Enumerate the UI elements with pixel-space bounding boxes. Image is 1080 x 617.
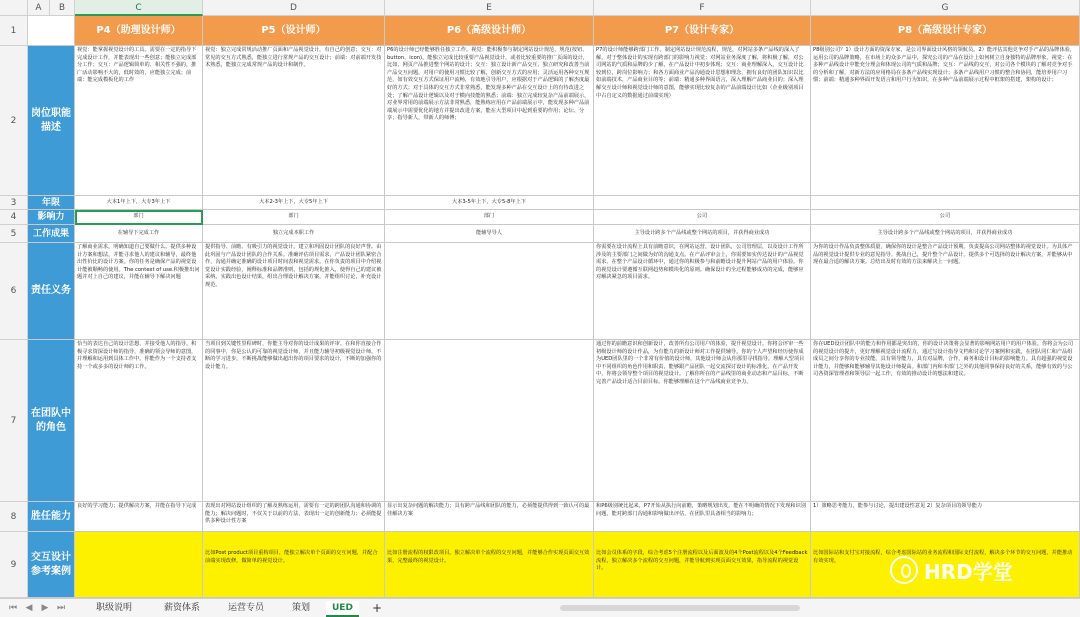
row-header-4[interactable]: 4	[0, 210, 28, 225]
row-header-8[interactable]: 8	[0, 502, 28, 532]
influence-p6[interactable]: 部门	[385, 210, 594, 225]
years-p5[interactable]: 大本2-3年上下，大专5年上下	[203, 196, 385, 210]
last-sheet-icon[interactable]: ⏭	[56, 603, 66, 613]
row-header-3[interactable]: 3	[0, 196, 28, 210]
team-role-p6[interactable]	[385, 340, 594, 502]
duties-p5[interactable]: 视觉：独立完成常规活动推广页面和产品视觉设计，有自己的创意；交互：对常见的交互方式熟悉，能独立进行常规产品的交互设计；前端：对前端开发技术熟悉，能独立完成常规产品的设计和制作。	[203, 46, 385, 196]
cases-p4[interactable]	[75, 532, 203, 598]
team-role-p5[interactable]: 当项目到关键性里程碑时，你能主导对你的设计成果的评审。在和你直接合作的同事中，你是公认的可靠的视觉设计师，并且能力辅导初级视觉设计师。不断的学习进步，不断挑战能够做出超出你的项目要求的设计，不断的加强你的设计能力。	[203, 340, 385, 502]
next-sheet-icon[interactable]: ▶	[41, 603, 49, 613]
years-p6[interactable]: 大本3-5年上下，大专5-8年上下	[385, 196, 594, 210]
results-p4[interactable]: 在辅导下完成工作	[75, 225, 203, 243]
prev-sheet-icon[interactable]: ◀	[25, 603, 33, 613]
responsibility-p6[interactable]	[385, 243, 594, 340]
wechat-logo-icon	[890, 556, 918, 584]
column-header-c[interactable]: C	[75, 0, 203, 16]
tab-job-levels[interactable]: 职级说明	[96, 603, 133, 613]
cases-p5[interactable]: 比如Post product项目重构项目，能独立解决单个页面的交互问题，并配合前端实现改修，做简单的视觉设计。	[203, 532, 385, 598]
influence-p5[interactable]: 部门	[203, 210, 385, 225]
results-p6[interactable]: 能辅导导人	[385, 225, 594, 243]
row-header-7[interactable]: 7	[0, 340, 28, 502]
column-header-b[interactable]: B	[50, 0, 75, 16]
years-p4[interactable]: 大本1年上下，大专3年上下	[75, 196, 203, 210]
team-role-p8[interactable]: 你在UED设计团队中的能力和作用都是突出的，你的设计决策将会显著的影响网站用户的用户体验。你将会为公司的视觉设计的提升，更好理解视觉设计流程力，通过写设计指导文档和讨论学习案例和实践，在团队同仁和产品组成员之间分享你的专业技能。具有领导能力，具有对品牌，合作，商务和设计目标的影响能力。具有超强的视觉设计能力，并能够和能够辅导其他设计师提高。和部门内和本部门之外的其他同事保持良好的关系，能够有效的与公司各资深管理者和领导层一起工作，有效的推动设计的想法和建议。	[811, 340, 1080, 502]
tab-planning[interactable]: 策划	[292, 603, 311, 613]
label-competency[interactable]: 胜任能力	[28, 502, 75, 532]
level-header-p5[interactable]: P5（设计师）	[203, 16, 385, 46]
results-p5[interactable]: 独立完成本职工作	[203, 225, 385, 243]
column-header-d[interactable]: D	[203, 0, 385, 16]
level-header-p8[interactable]: P8（高级设计专家）	[811, 16, 1080, 46]
influence-p7[interactable]: 公司	[594, 210, 811, 225]
competency-p6[interactable]: 显示出复杂问题的解决能力；具有跨产品线和团队的能力，必须能提供得到一致认可的最佳解决方案	[385, 502, 594, 532]
tab-ops-specialist[interactable]: 运营专员	[228, 603, 265, 613]
label-years[interactable]: 年限	[28, 196, 75, 210]
influence-p8[interactable]: 公司	[811, 210, 1080, 225]
competency-p8[interactable]: 1）策略思考能力，能参与讨论，提出建设性意见 2）复杂项目的领导能力	[811, 502, 1080, 532]
years-p8[interactable]	[811, 196, 1080, 210]
column-header-g[interactable]: G	[811, 0, 1080, 16]
tab-salary-system[interactable]: 薪资体系	[164, 603, 201, 613]
responsibility-p5[interactable]: 提供指导、前瞻、有吸引力的视觉设计，建立和巩固设计团队的良好声誉。由此巩固与产品设计团队的合作关系。准确评估项目需求，产品设计团队紧密合作，沟通并确定准确的设计项目时间表和视觉需求。在你负责的项目中介绍视觉设计实践经验，阐释标准和品牌准则，包括的规化推入，使得自己的建议被采纳。实践出色设计结果，组出合理设计解决方案，并能组织讨论，补充设计规范。	[203, 243, 385, 340]
label-results[interactable]: 工作成果	[28, 225, 75, 243]
tab-ued[interactable]: UED	[326, 601, 359, 617]
influence-p4[interactable]: 部门	[75, 210, 203, 225]
add-sheet-button[interactable]: +	[372, 601, 383, 615]
cases-p8[interactable]: 比如国际站和支付宝对接流程，综合考虑国际站的业务流程和国际支付流程，解决多个环节的交互问题，并能推动有效实现。	[811, 532, 1080, 598]
sheet-tab-bar	[0, 598, 1080, 617]
column-header-a[interactable]: A	[28, 0, 50, 16]
horizontal-scrollbar[interactable]	[560, 605, 800, 611]
watermark-text: HRD学堂	[924, 559, 1013, 584]
label-responsibility[interactable]: 责任义务	[28, 243, 75, 340]
cases-p7[interactable]: 比如会员体系的字段，综合考虑5个注册流程以及后面波及的4个Post流程以及4个Feedback流程，独立解决多个流程的交互问题，并能导航到实现页面交互效果，指导流程的视觉设计。	[594, 532, 811, 598]
team-role-p7[interactable]: 通过你的前瞻意识和创新设计，改善所有公司用户的体验，提升视觉设计。你将会评审一些初级设计师的设计作品，为有能力的新设计师对工作提供辅导。你的个人声望和经历使你成为UED团队里的一个非常有价值的设计师，其他设计师会从你那里寻找指导。理解大型项目中不同组织的角色作用和职责，能够跟产品团队一起交流探讨设计的标准化，在产品开发中，你将会领导整个项目的视觉设计。了解你所在的产品线里的商业动态和产品目标，不断完善产品设计适合目前目标。你能够理解在这个产品线商业竞争力。	[594, 340, 811, 502]
cases-p6[interactable]: 比如注册流程的权限改项目，独立解决单个流程的交互问题，并能够合作实现页面交互效果，完整最终的视觉设计。	[385, 532, 594, 598]
row-header-2[interactable]: 2	[0, 46, 28, 196]
competency-p4[interactable]: 良好的学习能力；提供解决方案，并能在指导下完成	[75, 502, 203, 532]
row-header-6[interactable]: 6	[0, 243, 28, 340]
level-header-p4[interactable]: P4（助理设计师）	[75, 16, 203, 46]
row-header-1[interactable]: 1	[0, 16, 28, 46]
duties-p4[interactable]: 视觉：能掌握视觉设计的工具。需要在一定的指导下完成设计工作，并能表现出一些创意；能独立完成部分工作；交互：产品逻辑简单的、相关性不强的，推广活动影响不大的，低时效的，应能独立完成；前端：能完成模板化的工作	[75, 46, 203, 196]
results-p7[interactable]: 主导设计跨多个产品线或整个网站的项目，并获得商业成功	[594, 225, 811, 243]
responsibility-p8[interactable]: 为你的设计作品负责整体质量，确保你的设计是整合产品设计预期。负责提高公司网站整体的视觉设计。为具体产品的视觉设计提供专业的意见指导。挑战自己，提升整个产品设计。提供多个可选择的设计解决方案，并能够从中现在最合适的解决方案。总结出及时有效的方法来解决上一问题。	[811, 243, 1080, 340]
column-header-f[interactable]: F	[594, 0, 811, 16]
duties-p7[interactable]: P7的设计师能够跨部门工作。制定网站设计规范流程，规范，对网站多条产品线的深入了解，对于整体设计的实现有跨部门的影响力视觉：对网站业务深度了解，将积极了解，对公司网站的气质和品牌的少了解，在产品设计中初步体现；交互：商业理解深入，交互设计比较到位，跨岗位影响力；和各方面商业产品沟通设计思想和理念，拥有良好的团队知识以比如前端技术，产品商业目的等；前端：精通多种界面语言，深入理解产品商业目的；深入理解交互设计师和视觉设计师的意图，能够实现比较复杂的产品前端设计比如（企业级别项目中占自定义的数据通过前端实现）	[594, 46, 811, 196]
responsibility-p7[interactable]: 你需要在设计流程上具有前瞻意识，在网站运营，设计团队，公司管理层，以及设计工作所涉及的主要部门之间做为好的沟通支点。在产品评审会上，你需要如实传达设计的产品视觉需求。在整个产品设计循环中，通过你的积极参与和前瞻设计提升网站产品的用户体验。你的视觉设计要遵循互联网趋势和模块化的原则。确保设计的全过程能够成功的完成，能够应对解决紧急的项目需求。	[594, 243, 811, 340]
duties-p6[interactable]: P6的设计师已经能够胜任独立工作。视觉：能积极参与制定网站设计规范，规范(按钮、button、icon)，能独立完成比较重要产品视觉设计，或者比较重要的推广页面的设计，比如，网页产品推进整个网站的设计；交互：独立设计新产品交互，独立研究和改善当前产品交互问题，对用户的使用习惯比较了解，创新交互方式的应用；灵活运用各种交互规范，如有效交互方式保证用户流畅，有效地引导用户，应根据对于产品逻辑的了解杰度最好的方式；对于具体的交互方式非常熟悉，能发现多种产品在交互设计上的有待改进之处；了解产品设计逻辑以及对于横向技能的熟悉；前端：独立完成较复杂产品前端展示，对业界常用的前端展示方法非常熟悉，能熟练应用在产品前端展示中，能发现多种产品前端展示中需要优化的地方并提出改进方案，能在大型项目中起到重要的作用；论坛、分享；指导新人，带新人的师傅；	[385, 46, 594, 196]
competency-p7[interactable]: 和P6级别统比起来，P7开始从执行向前瞻，策略规划出发，能在不明确的情况下发现和识别问题，能对跨部门沟通和影响做出评估，在团队里具备相当的影响力；	[594, 502, 811, 532]
label-duties[interactable]: 岗位职能描述	[28, 46, 75, 196]
column-header-e[interactable]: E	[385, 0, 594, 16]
years-p7[interactable]	[594, 196, 811, 210]
responsibility-p4[interactable]: 了解商业需求，明确知道自己要做什么。提供多种设计方案和想法，并能寻求他人的建议和辅导，最终他出性价比的设计方案。你的任务是确保产品的视觉设计能被顺畅的使用。The context of use.积极推出问题并对上自己的建议，并能在辅导下解决问题	[75, 243, 203, 340]
row-header-9[interactable]: 9	[0, 532, 28, 598]
first-sheet-icon[interactable]: ⏮	[8, 603, 18, 613]
level-header-p6[interactable]: P6（高级设计师）	[385, 16, 594, 46]
row-header-5[interactable]: 5	[0, 225, 28, 243]
cell-a1[interactable]	[28, 16, 75, 46]
team-role-p4[interactable]: 恰当的表达自己的设计思想，并接受他人的指导。积极寻求资深设计师的指导，准确的领会导师的意图，并理解和运用到具体工作中。你能作为一个支持者支持一个或多多的设计师的工作。	[75, 340, 203, 502]
results-p8[interactable]: 主导设计跨多个产品线或整个网站的项目，并获得商业成功	[811, 225, 1080, 243]
select-all-corner[interactable]	[0, 0, 28, 16]
duties-p8[interactable]: P8级别公司？1）设计方面的资深专家，是公司界面设计风格的领航员。2）能评估其他竞争对手产品的品牌体验，运用公司的品牌策略，在市场上的众多产品中，探究公司的产品在设计上如何树立自身独特的品牌形象。视觉：在多种产品线设计中能充分理会和体现公司的气质和品牌；交互：产品线的交互，对公司各个模块的了解对竞争对手的分析和了解，对新方法的应用格局在多条产品线实现设计；多条产品线用户习惯的整合和协同，能培养用户习惯；前端：精通多种界面开发语言和用户行为知识，在多种产品前端展示过程中框架的搭建，架构的设计；	[811, 46, 1080, 196]
level-header-p7[interactable]: P7（设计专家）	[594, 16, 811, 46]
label-influence[interactable]: 影响力	[28, 210, 75, 225]
label-cases[interactable]: 交互设计参考案例	[28, 532, 75, 598]
competency-p5[interactable]: 表现出对网站设计组织的了解及熟练运用，需要有一定的跨团队沟通和协调的能力；解决问题时，不仅关于以前的方法，表现出一定的创新能力；必须能提供多种设计性方案	[203, 502, 385, 532]
label-team-role[interactable]: 在团队中的角色	[28, 340, 75, 502]
watermark	[890, 550, 1013, 590]
